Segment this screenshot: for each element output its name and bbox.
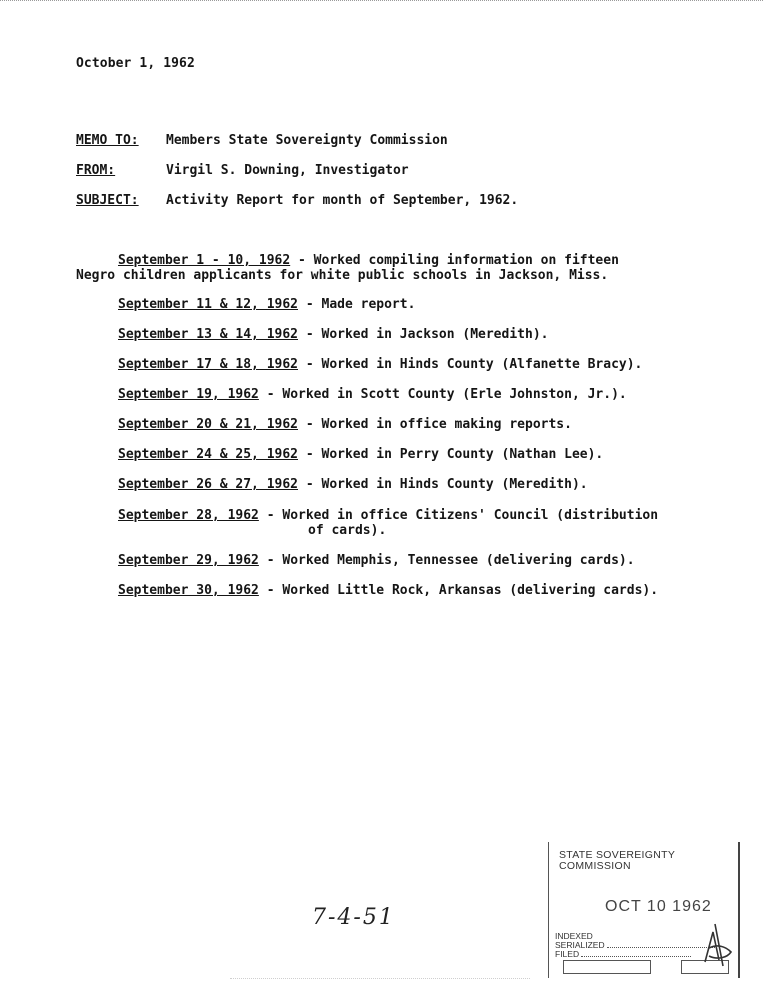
received-stamp xyxy=(548,842,740,978)
memo-to-label: MEMO TO: xyxy=(76,133,139,148)
entry-continuation: of cards). xyxy=(308,523,387,538)
activity-entry xyxy=(118,583,658,598)
memo-from-value: Virgil S. Downing, Investigator xyxy=(166,163,409,178)
entry-date: September 30, 1962 xyxy=(118,583,259,598)
entry-text: - Worked in Perry County (Nathan Lee). xyxy=(298,447,604,462)
entry-continuation: Negro children applicants for white public schools in Jackson, Miss. xyxy=(76,268,609,283)
entry-date: September 11 & 12, 1962 xyxy=(118,297,299,312)
entry-text: - Worked in office Citizens' Council (distribution xyxy=(258,508,659,523)
memo-from-label: FROM: xyxy=(76,163,116,178)
handwritten-file-number: 7-4-51 xyxy=(312,905,395,930)
stamp-row-filed: FILED xyxy=(555,950,691,959)
activity-entry xyxy=(118,508,658,523)
memo-to-value: Members State Sovereignty Commission xyxy=(166,133,448,148)
activity-entry xyxy=(118,297,415,312)
entry-date: September 24 & 25, 1962 xyxy=(118,447,299,462)
entry-date: September 26 & 27, 1962 xyxy=(118,477,299,492)
entry-date: September 17 & 18, 1962 xyxy=(118,357,299,372)
stamp-row-serialized: SERIALIZED xyxy=(555,941,717,950)
activity-entry xyxy=(118,447,603,462)
entry-date: September 13 & 14, 1962 xyxy=(118,327,299,342)
entry-date: September 29, 1962 xyxy=(118,553,259,568)
page-top-border xyxy=(0,0,763,3)
activity-entry xyxy=(118,417,572,432)
entry-text: - Worked compiling information on fifteen xyxy=(290,253,619,268)
entry-date: September 19, 1962 xyxy=(118,387,259,402)
stamp-title: STATE SOVEREIGNTY COMMISSION xyxy=(559,849,675,872)
entry-date: September 1 - 10, 1962 xyxy=(118,253,291,268)
activity-entry xyxy=(118,253,619,268)
entry-date: September 20 & 21, 1962 xyxy=(118,417,299,432)
stamp-row-indexed: INDEXED xyxy=(555,931,593,941)
stamp-box-left xyxy=(563,960,651,974)
entry-text: - Made report. xyxy=(298,297,416,312)
memo-subject-value: Activity Report for month of September, 1962. xyxy=(166,193,519,208)
entry-text: - Worked Memphis, Tennessee (delivering cards). xyxy=(258,553,635,568)
activity-entry xyxy=(118,327,548,342)
signature-initials-icon xyxy=(697,922,737,968)
page-footer-rule xyxy=(230,978,530,979)
activity-entry xyxy=(118,357,642,372)
entry-text: - Worked Little Rock, Arkansas (delivering cards). xyxy=(258,583,659,598)
entry-date: September 28, 1962 xyxy=(118,508,259,523)
entry-text: - Worked in office making reports. xyxy=(298,417,572,432)
entry-text: - Worked in Hinds County (Alfanette Bracy). xyxy=(298,357,643,372)
entry-text: - Worked in Scott County (Erle Johnston, Jr.). xyxy=(258,387,627,402)
stamp-date: OCT 10 1962 xyxy=(605,898,712,915)
entry-text: - Worked in Hinds County (Meredith). xyxy=(298,477,588,492)
memo-date: October 1, 1962 xyxy=(76,56,195,71)
entry-text: - Worked in Jackson (Meredith). xyxy=(298,327,549,342)
activity-entry xyxy=(118,477,588,492)
activity-entry xyxy=(118,387,627,402)
activity-entry xyxy=(118,553,635,568)
memo-subject-label: SUBJECT: xyxy=(76,193,139,208)
